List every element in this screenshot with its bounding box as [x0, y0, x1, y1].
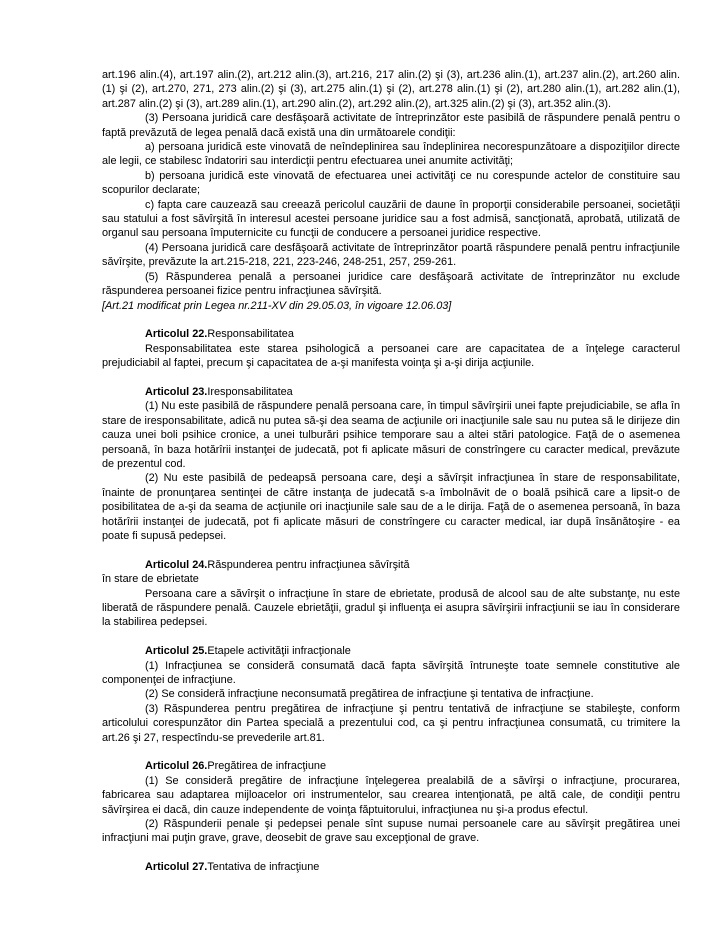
paragraph: c) fapta care cauzează sau creează pericolul cauzării de daune în proporţii considerabile persoanei, societăţii sau statului a fost săvîrşită în interesul acestei persoane juridice sau a fost admisă, sancţionată, aprobată, utilizată de organul sau persoana împuternicite cu funcţii de conducere a persoanei juridice respective.: [102, 198, 680, 240]
paragraph: (2) Se consideră infracţiune neconsumată pregătirea de infracţiune şi tentativa de infracţiune.: [145, 688, 594, 701]
article-number: Articolul 25.: [145, 645, 208, 658]
article-heading: [102, 385, 680, 399]
paragraph: (2) Răspunderii penale şi pedepsei penale sînt supuse numai persoanele care au săvîrşit pregătirea unei infracţiuni mai puţin grave, grave, deosebit de grave sau excepţional de grave.: [102, 818, 680, 845]
article-heading: [102, 860, 680, 874]
article-heading: [102, 558, 680, 572]
article-number: Articolul 26.: [145, 760, 208, 773]
article-heading: [102, 644, 680, 658]
article-heading: [102, 759, 680, 773]
paragraph: (2) Nu este pasibilă de pedeapsă persoana care, deşi a săvîrşit infracţiunea în stare de responsabilitate, înainte de pronunţarea sentinţei de către instanţa de judecată s-a îmbolnăvit de o boală psihică care a lipsit-o de posibilitatea de a-şi da seama de acţiunile ori inacţiunile sale sau de a le dirija. Faţă de o asemenea persoană, în baza hotărîrii instanţei de judecată, pot fi aplicate măsuri de constrîngere cu caracter medical, iar după însănătoşire - ea poate fi supusă pedepsei.: [102, 472, 680, 542]
article-number: Articolul 23.: [145, 385, 208, 398]
paragraph: în stare de ebrietate: [102, 573, 199, 586]
article-title: Etapele activităţii infracţionale: [207, 645, 351, 658]
paragraph: (3) Răspunderea pentru pregătirea de infracţiune şi pentru tentativă de infracţiune se stabileşte, conform articolului corespunzător din Partea specială a prezentului cod, ca şi pentru infracţiunea consumată, cu trimitere la art.26 şi 27, respectîndu-se prevederile art.81.: [102, 702, 680, 744]
amendment-note: [Art.21 modificat prin Legea nr.211-XV din 29.05.03, în vigoare 12.06.03]: [102, 299, 452, 312]
article-number: Articolul 24.: [145, 558, 208, 571]
article-title: Responsabilitatea: [207, 328, 294, 341]
article-title: Iresponsabilitatea: [207, 385, 293, 398]
paragraph: (1) Infracţiunea se consideră consumată dacă fapta săvîrşită întruneşte toate semnele constitutive ale componenţei de infracţiune.: [102, 659, 680, 686]
article-heading: [102, 327, 680, 341]
paragraph: (1) Se consideră pregătire de infracţiune înţelegerea prealabilă de a săvîrşi o infracţiune, procurarea, fabricarea sau adaptarea mijloacelor ori instrumentelor, sau crearea intenţionată, pe altă cale, de condiţii pentru săvîrşirea ei dacă, din cauze independente de voinţa făptuitorului, infracţiunea nu şi-a produs efectul.: [102, 774, 680, 816]
paragraph: art.196 alin.(4), art.197 alin.(2), art.212 alin.(3), art.216, 217 alin.(2) şi (3), art.236 alin.(1), art.237 alin.(2), art.260 alin.(1) şi (2), art.270, 271, 273 alin.(2) şi (3), art.275 alin.(1) şi (2), art.278 alin.(1) şi (2), art.280 alin.(1), art.282 alin.(1), art.287 alin.(2) şi (3), art.289 alin.(1), art.290 alin.(2), art.292 alin.(2), art.325 alin.(2) şi (3), art.352 alin.(3).: [102, 69, 680, 110]
article-title: Tentativa de infracţiune: [207, 861, 320, 874]
paragraph: b) persoana juridică este vinovată de efectuarea unei activităţi ce nu corespunde actelor de constituire sau scopurilor declarate;: [102, 169, 680, 197]
paragraph: a) persoana juridică este vinovată de neîndeplinirea sau îndeplinirea necorespunzătoare a dispoziţiilor directe ale legii, ce stabilesc îndatoriri sau interdicţii pentru efectuarea unei anumite activităţi;: [102, 141, 680, 168]
article-title: Răspunderea pentru infracţiunea săvîrşită: [207, 558, 410, 571]
paragraph: (1) Nu este pasibilă de răspundere penală persoana care, în timpul săvîrşirii unei fapte prejudiciabile, se afla în stare de iresponsabilitate, adică nu putea să-şi dea seama de acţiunile ori inacţiunile sale sau nu putea să le dirijeze din cauza unei boli psihice cronice, a unei tulburări psihice temporare sau a altei stări patologice. Faţă de o asemenea persoană, în baza hotărîrii instanţei de judecată, pot fi aplicate măsuri de constrîngere cu caracter medical, prevăzute de prezentul cod.: [102, 400, 680, 470]
paragraph: (3) Persoana juridică care desfăşoară activitate de întreprinzător este pasibilă de răspundere penală pentru o faptă prevăzută de legea penală dacă există una din următoarele condiţii:: [102, 112, 680, 139]
paragraph: Responsabilitatea este starea psihologică a persoanei care are capacitatea de a înţelege caracterul prejudiciabil al faptei, precum şi capacitatea de a-şi manifesta voinţa şi a-şi dirija acţiunile.: [102, 342, 680, 370]
article-number: Articolul 22.: [145, 328, 208, 341]
article-number: Articolul 27.: [145, 861, 208, 874]
article-title: Pregătirea de infracţiune: [207, 760, 327, 773]
paragraph: (4) Persoana juridică care desfăşoară activitate de întreprinzător poartă răspundere penală pentru infracţiunile săvîrşite, prevăzute la art.215-218, 221, 223-246, 248-251, 257, 259-261.: [102, 241, 680, 269]
paragraph: Persoana care a săvîrşit o infracţiune în stare de ebrietate, produsă de alcool sau de alte substanţe, nu este liberată de răspundere penală. Cauzele ebrietăţii, gradul şi influenţa ei asupra săvîrşirii infracţiunii se iau în considerare la stabilirea pedepsei.: [102, 587, 680, 629]
document-page: [102, 68, 680, 875]
paragraph: (5) Răspunderea penală a persoanei juridice care desfăşoară activitate de întreprinzător nu exclude răspunderea persoanei fizice pentru infracţiunea săvîrşită.: [102, 270, 680, 298]
